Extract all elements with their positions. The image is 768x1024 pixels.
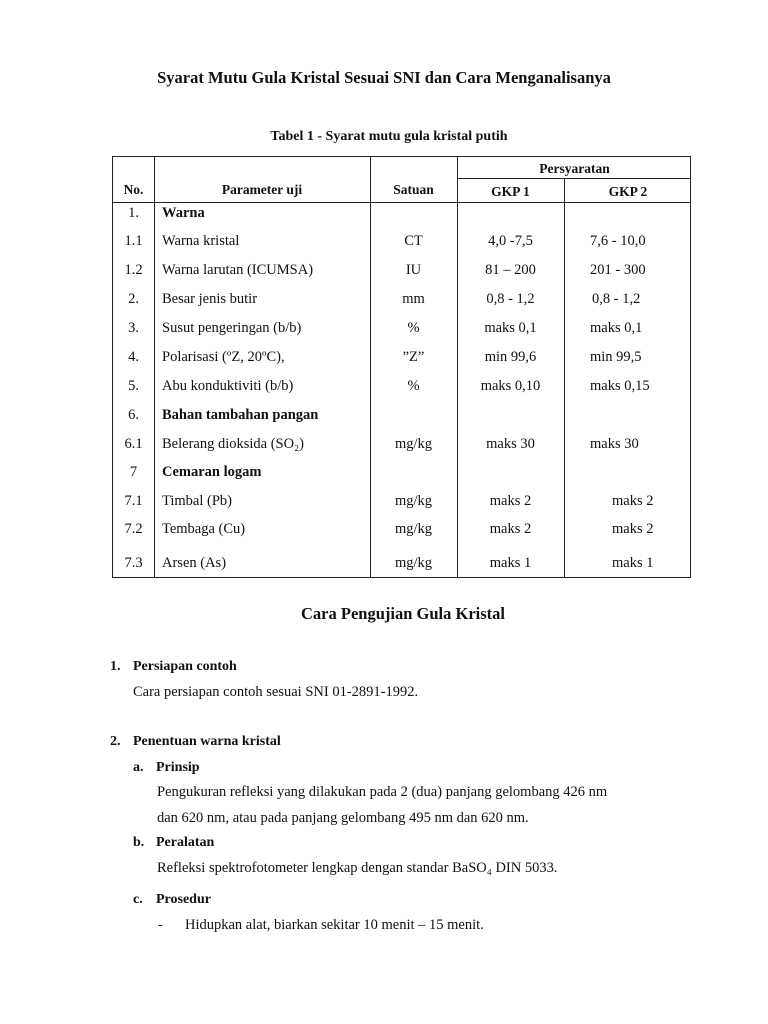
subsection-b-label: b. xyxy=(133,835,145,850)
procedure-bullet: - xyxy=(158,917,163,933)
section-1-text: Cara persiapan contoh sesuai SNI 01-2891-1992. xyxy=(133,684,419,700)
row-parameter: Besar jenis butir xyxy=(162,291,258,307)
section-2-title: Penentuan warna kristal xyxy=(133,734,281,749)
row-number: 7.3 xyxy=(124,555,143,571)
row-number: 7 xyxy=(129,464,138,480)
row-gkp2: maks 0,1 xyxy=(590,320,643,336)
row-parameter: Warna larutan (ICUMSA) xyxy=(162,262,314,278)
column-divider xyxy=(370,157,371,577)
header-gkp2: GKP 2 xyxy=(608,184,648,199)
header-parameter: Parameter uji xyxy=(221,182,303,197)
document-title: Syarat Mutu Gula Kristal Sesuai SNI dan Cara Menganalisanya xyxy=(157,68,611,87)
row-unit: mg/kg xyxy=(394,436,433,452)
row-group-heading: Bahan tambahan pangan xyxy=(162,407,319,423)
row-gkp2: 7,6 - 10,0 xyxy=(590,233,646,249)
row-gkp1: maks 0,10 xyxy=(480,378,541,394)
section-title: Cara Pengujian Gula Kristal xyxy=(301,604,505,623)
row-number: 7.2 xyxy=(124,521,143,537)
row-number: 6.1 xyxy=(124,436,143,452)
row-gkp2: 201 - 300 xyxy=(590,262,646,278)
row-gkp1: maks 0,1 xyxy=(484,320,537,336)
row-gkp2: maks 2 xyxy=(612,521,654,537)
row-gkp2: maks 0,15 xyxy=(590,378,650,394)
row-gkp2: maks 2 xyxy=(612,493,654,509)
quality-requirements-table xyxy=(112,156,691,578)
row-number: 5. xyxy=(128,378,139,394)
column-divider xyxy=(154,157,155,577)
header-requirement: Persyaratan xyxy=(539,161,610,176)
row-parameter: Timbal (Pb) xyxy=(162,493,232,509)
row-parameter: Abu konduktiviti (b/b) xyxy=(162,378,294,394)
header-unit: Satuan xyxy=(393,182,434,197)
row-number: 1.2 xyxy=(124,262,143,278)
row-number: 1. xyxy=(128,205,139,221)
row-gkp1: 4,0 -7,5 xyxy=(488,233,533,249)
subsection-b-title: Peralatan xyxy=(156,835,215,850)
row-parameter: Susut pengeringan (b/b) xyxy=(162,320,302,336)
row-unit: mm xyxy=(402,291,425,307)
column-divider xyxy=(564,178,565,577)
section-2-number: 2. xyxy=(110,734,121,749)
row-unit: % xyxy=(407,378,420,394)
row-gkp1: min 99,6 xyxy=(484,349,537,365)
subsection-a-line1: Pengukuran refleksi yang dilakukan pada 2 (dua) panjang gelombang 426 nm xyxy=(157,784,608,800)
row-unit: CT xyxy=(404,233,423,249)
row-parameter: Warna kristal xyxy=(162,233,240,249)
row-group-heading: Cemaran logam xyxy=(162,464,262,480)
row-number: 7.1 xyxy=(124,493,143,509)
row-number: 3. xyxy=(128,320,139,336)
row-gkp1: maks 1 xyxy=(489,555,532,571)
header-no: No. xyxy=(123,182,144,197)
row-parameter: Belerang dioksida (SO₂) xyxy=(162,436,304,452)
row-gkp1: 0,8 - 1,2 xyxy=(486,291,535,307)
row-gkp2: min 99,5 xyxy=(590,349,642,365)
header-divider xyxy=(457,178,690,179)
subsection-a-label: a. xyxy=(133,760,144,775)
row-gkp1: maks 2 xyxy=(489,493,532,509)
row-unit: ”Z” xyxy=(402,349,425,365)
subsection-a-title: Prinsip xyxy=(156,760,200,775)
row-gkp1: 81 – 200 xyxy=(485,262,536,278)
row-number: 4. xyxy=(128,349,139,365)
subsection-c-title: Prosedur xyxy=(156,892,211,907)
subsection-a-line2: dan 620 nm, atau pada panjang gelombang 495 nm dan 620 nm. xyxy=(157,810,529,826)
table-caption: Tabel 1 - Syarat mutu gula kristal putih xyxy=(270,129,508,144)
row-parameter: Polarisasi (ºZ, 20ºC), xyxy=(162,349,285,365)
row-unit: mg/kg xyxy=(394,555,433,571)
section-1-title: Persiapan contoh xyxy=(133,659,237,674)
header-gkp1: GKP 1 xyxy=(491,184,530,199)
row-number: 1.1 xyxy=(124,233,143,249)
procedure-step-1: Hidupkan alat, biarkan sekitar 10 menit – 15 menit. xyxy=(185,917,484,933)
row-gkp2: maks 30 xyxy=(590,436,639,452)
subsection-b-text: Refleksi spektrofotometer lengkap dengan standar BaSO₄ DIN 5033. xyxy=(157,860,558,876)
row-unit: mg/kg xyxy=(394,493,433,509)
section-1-number: 1. xyxy=(110,659,121,674)
header-divider xyxy=(113,202,690,203)
row-gkp1: maks 2 xyxy=(489,521,532,537)
row-number: 6. xyxy=(128,407,139,423)
column-divider xyxy=(457,157,458,577)
subsection-c-label: c. xyxy=(133,892,143,907)
row-gkp1: maks 30 xyxy=(486,436,535,452)
row-unit: IU xyxy=(405,262,422,278)
row-gkp2: maks 1 xyxy=(612,555,654,571)
row-group-heading: Warna xyxy=(162,205,205,221)
row-parameter: Tembaga (Cu) xyxy=(162,521,246,537)
row-number: 2. xyxy=(128,291,139,307)
row-unit: mg/kg xyxy=(394,521,433,537)
row-parameter: Arsen (As) xyxy=(162,555,227,571)
row-gkp2: 0,8 - 1,2 xyxy=(592,291,641,307)
row-unit: % xyxy=(407,320,420,336)
